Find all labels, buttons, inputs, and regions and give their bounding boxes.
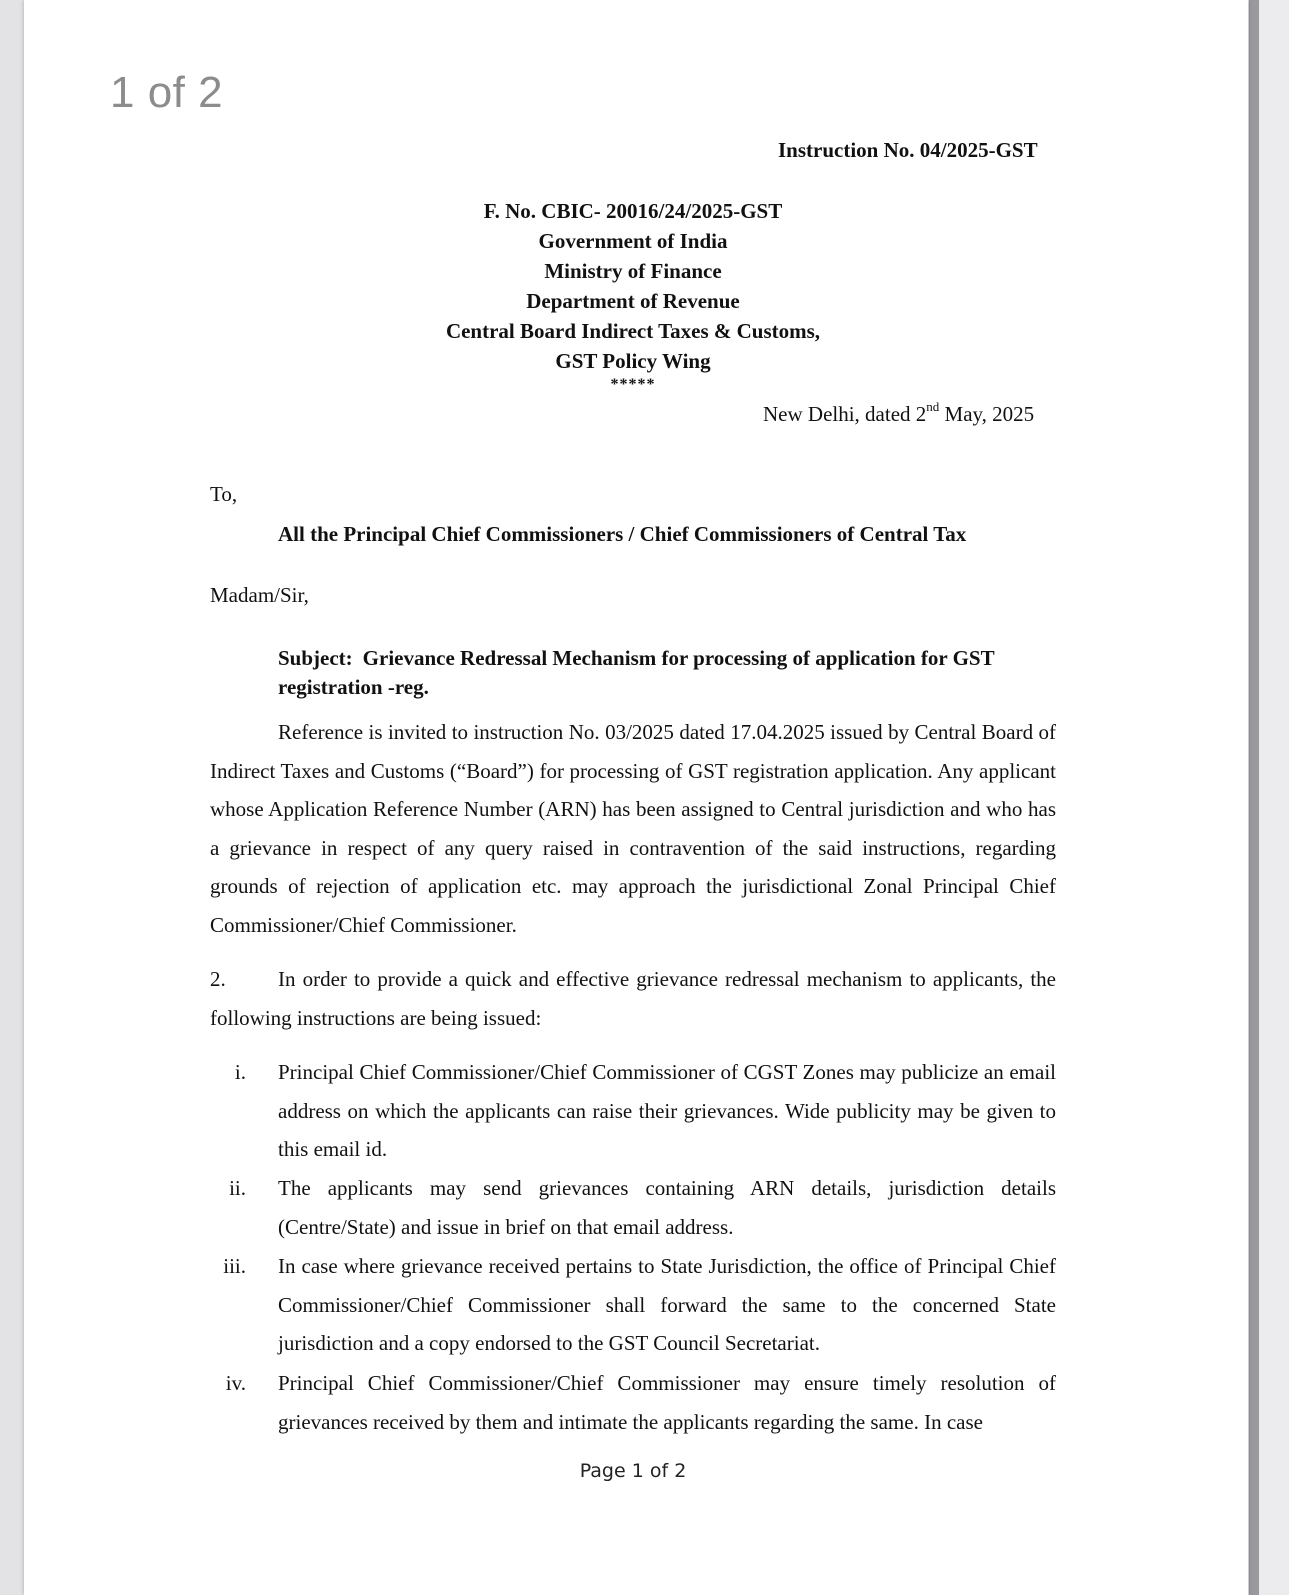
paragraph-1: Reference is invited to instruction No. 03/2025 dated 17.04.2025 issued by Central Board of Indirect Taxes and Customs (“Board”) for processing of GST registration application. Any applicant whose Application Reference Number (ARN) has been assigned to Central jurisdiction and who has a grievance in respect of any query raised in contravention of the said instructions, regarding grounds of rejection of application etc. may approach the jurisdictional Zonal Principal Chief Commissioner/Chief Commissioner. bbox=[210, 720, 1056, 937]
page-edge-shadow bbox=[1249, 0, 1259, 1595]
addressee: All the Principal Chief Commissioners / Chief Commissioners of Central Tax bbox=[278, 522, 967, 546]
to-line: To, bbox=[210, 482, 238, 506]
date-superscript: nd bbox=[926, 399, 940, 414]
list-text: The applicants may send grievances containing ARN details, jurisdiction details (Centre/State) and issue in brief on that email address. bbox=[278, 1176, 1056, 1239]
ministry-line: Ministry of Finance bbox=[544, 259, 722, 283]
salutation: Madam/Sir, bbox=[210, 583, 309, 607]
board-line: Central Board Indirect Taxes & Customs, bbox=[445, 319, 821, 343]
date-prefix: New Delhi, dated 2 bbox=[763, 402, 927, 426]
paragraph-2-text: In order to provide a quick and effective grievance redressal mechanism to applicants, the following instructions are being issued: bbox=[210, 967, 1056, 1030]
page-counter: 1 of 2 bbox=[110, 68, 224, 117]
list-text: Principal Chief Commissioner/Chief Commissioner of CGST Zones may publicize an email address on which the applicants can raise their grievances. Wide publicity may be given to this email id. bbox=[278, 1060, 1056, 1162]
wing-line: GST Policy Wing bbox=[555, 349, 711, 373]
separator-stars: ***** bbox=[610, 376, 656, 393]
letterhead bbox=[400, 196, 866, 376]
list-marker: i. bbox=[234, 1060, 246, 1084]
viewer-margin bbox=[1259, 0, 1289, 1595]
date-suffix: May, 2025 bbox=[939, 402, 1035, 426]
list-marker: iii. bbox=[223, 1254, 246, 1278]
paragraph-2 bbox=[210, 960, 1056, 1037]
list-marker: iv. bbox=[225, 1371, 246, 1395]
list-text: In case where grievance received pertains to State Jurisdiction, the office of Principal Chief Commissioner/Chief Commissioner shall forward the same to the concerned State jurisdiction and a copy endorsed to the GST Council Secretariat. bbox=[278, 1254, 1056, 1356]
government-line: Government of India bbox=[538, 229, 728, 253]
list-marker: ii. bbox=[229, 1176, 246, 1200]
list-text: Principal Chief Commissioner/Chief Commissioner may ensure timely resolution of grievances received by them and intimate the applicants regarding the same. In case bbox=[278, 1371, 1056, 1434]
subject-text: Grievance Redressal Mechanism for processing of application for GST registration -reg. bbox=[278, 646, 995, 699]
paragraph-2-number: 2. bbox=[210, 967, 226, 991]
date-line bbox=[763, 399, 1035, 427]
instruction-number: Instruction No. 04/2025-GST bbox=[778, 138, 1038, 162]
subject bbox=[278, 644, 1058, 702]
subject-label: Subject: bbox=[278, 646, 353, 670]
page-footer: Page 1 of 2 bbox=[579, 1460, 687, 1482]
file-number: F. No. CBIC- 20016/24/2025-GST bbox=[483, 199, 783, 223]
department-line: Department of Revenue bbox=[526, 289, 740, 313]
